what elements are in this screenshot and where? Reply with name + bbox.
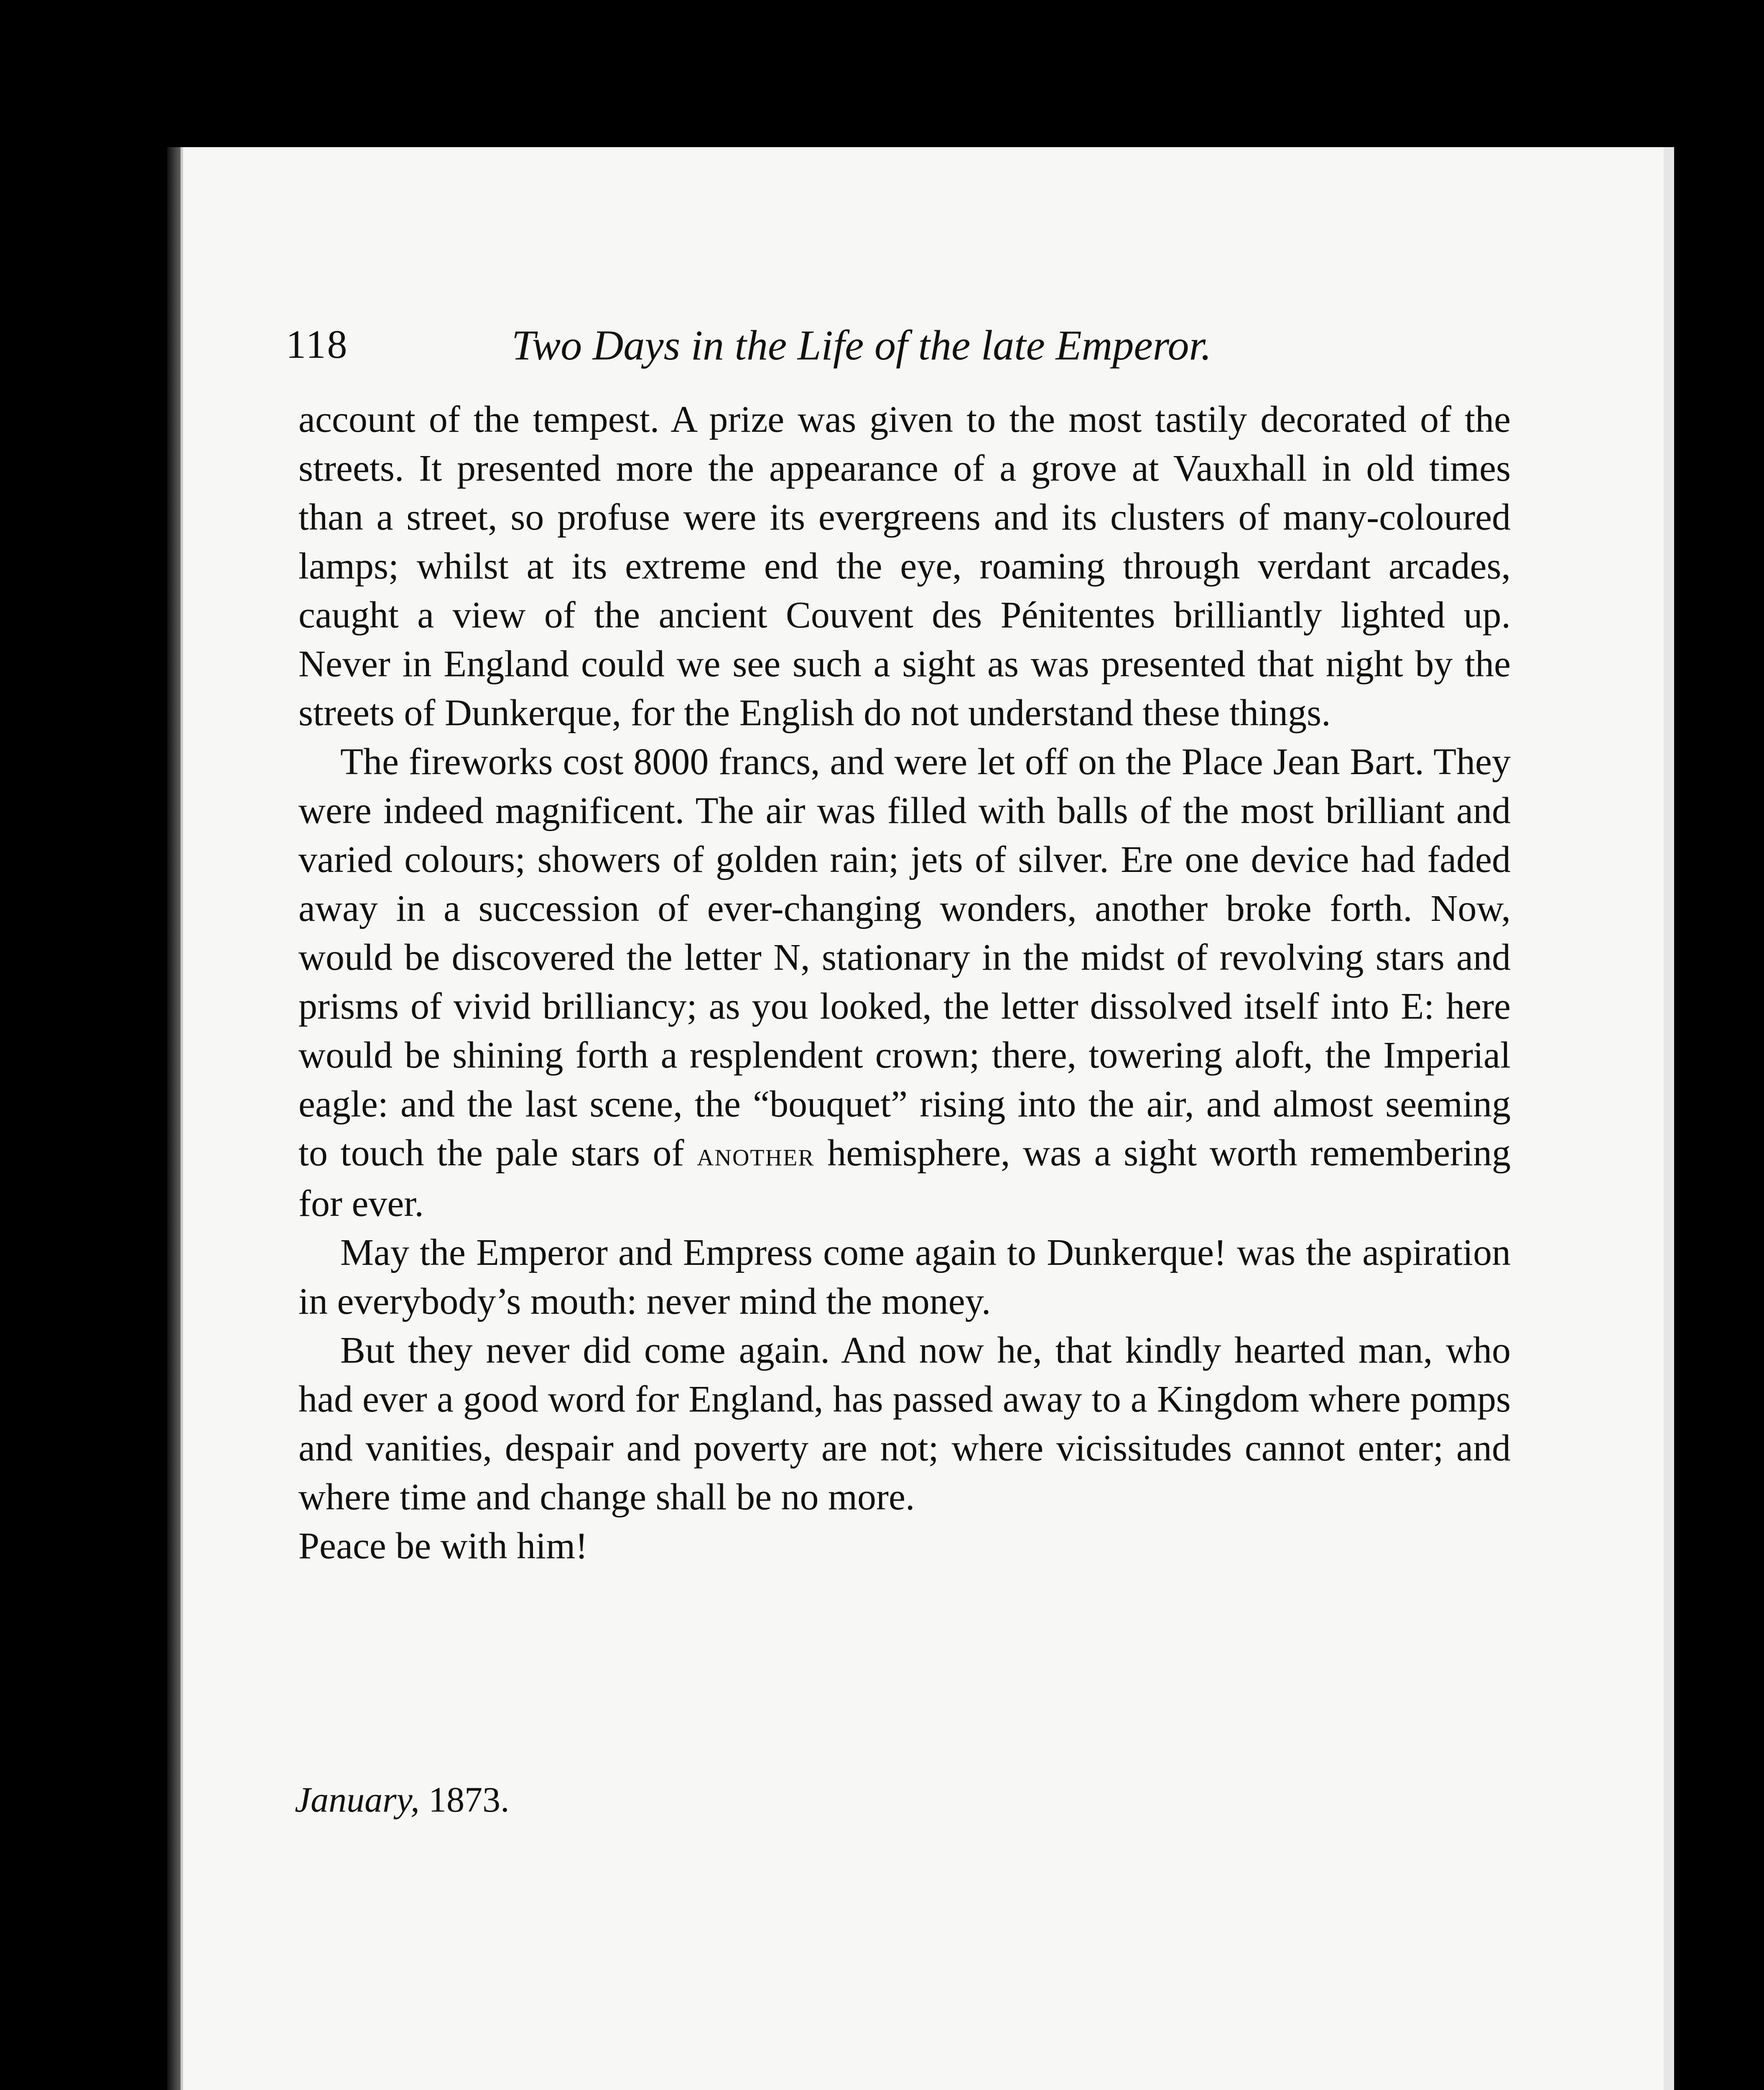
running-title: Two Days in the Life of the late Emperor. — [512, 322, 1212, 369]
paragraph-text: The fireworks cost 8000 francs, and were let off on the Place Jean Bart. They were indeed magnificent. The air was filled with balls of the most brilliant and varied colours; showers of golden rain; jets of silver. Ere one device had faded away in a succession of ever-changing wonders, another broke forth. Now, would be discovered the letter N, stationary in the midst of revolving stars and prisms of vivid brilliancy; as you looked, the letter dissolved itself into E: here would be shining forth a resplendent crown; there, towering aloft, the Imperial eagle: and the last scene, the “bouquet” rising into the air, and almost seeming to touch the pale stars of — [298, 741, 1511, 1174]
running-head — [286, 321, 1511, 371]
body-text — [298, 395, 1511, 1570]
dateline-month: January, — [295, 1779, 420, 1820]
paragraph — [298, 737, 1511, 1228]
dateline — [295, 1779, 510, 1820]
paragraph: May the Emperor and Empress come again to Dunkerque! was the aspiration in everybody’s mouth: never mind the money. — [298, 1232, 1511, 1322]
closing-line: Peace be with him! — [298, 1525, 588, 1567]
dateline-year: 1873. — [428, 1779, 510, 1820]
paragraph-text: hemisphere, was a sight worth remembering for ever. — [298, 1132, 1511, 1224]
page-edge — [1664, 147, 1674, 2090]
small-caps-word: another — [697, 1136, 815, 1173]
page-number: 118 — [286, 322, 349, 367]
paragraph: account of the tempest. A prize was given to the most tastily decorated of the streets. It presented more the appearance of a grove at Vauxhall in old times than a street, so profuse were its evergreens and its clusters of many-coloured lamps; whilst at its extreme end the eye, roaming through verdant arcades, caught a view of the ancient Couvent des Pénitentes brilliantly lighted up. Never in England could we see such a sight as was presented that night by the streets of Dunkerque, for the English do not understand these things. — [298, 399, 1511, 734]
paragraph: But they never did come again. And now he, that kindly hearted man, who had ever a good word for England, has passed away to a Kingdom where pomps and vanities, despair and poverty are not; where vicissitudes cannot enter; and where time and change shall be no more. — [298, 1330, 1511, 1518]
